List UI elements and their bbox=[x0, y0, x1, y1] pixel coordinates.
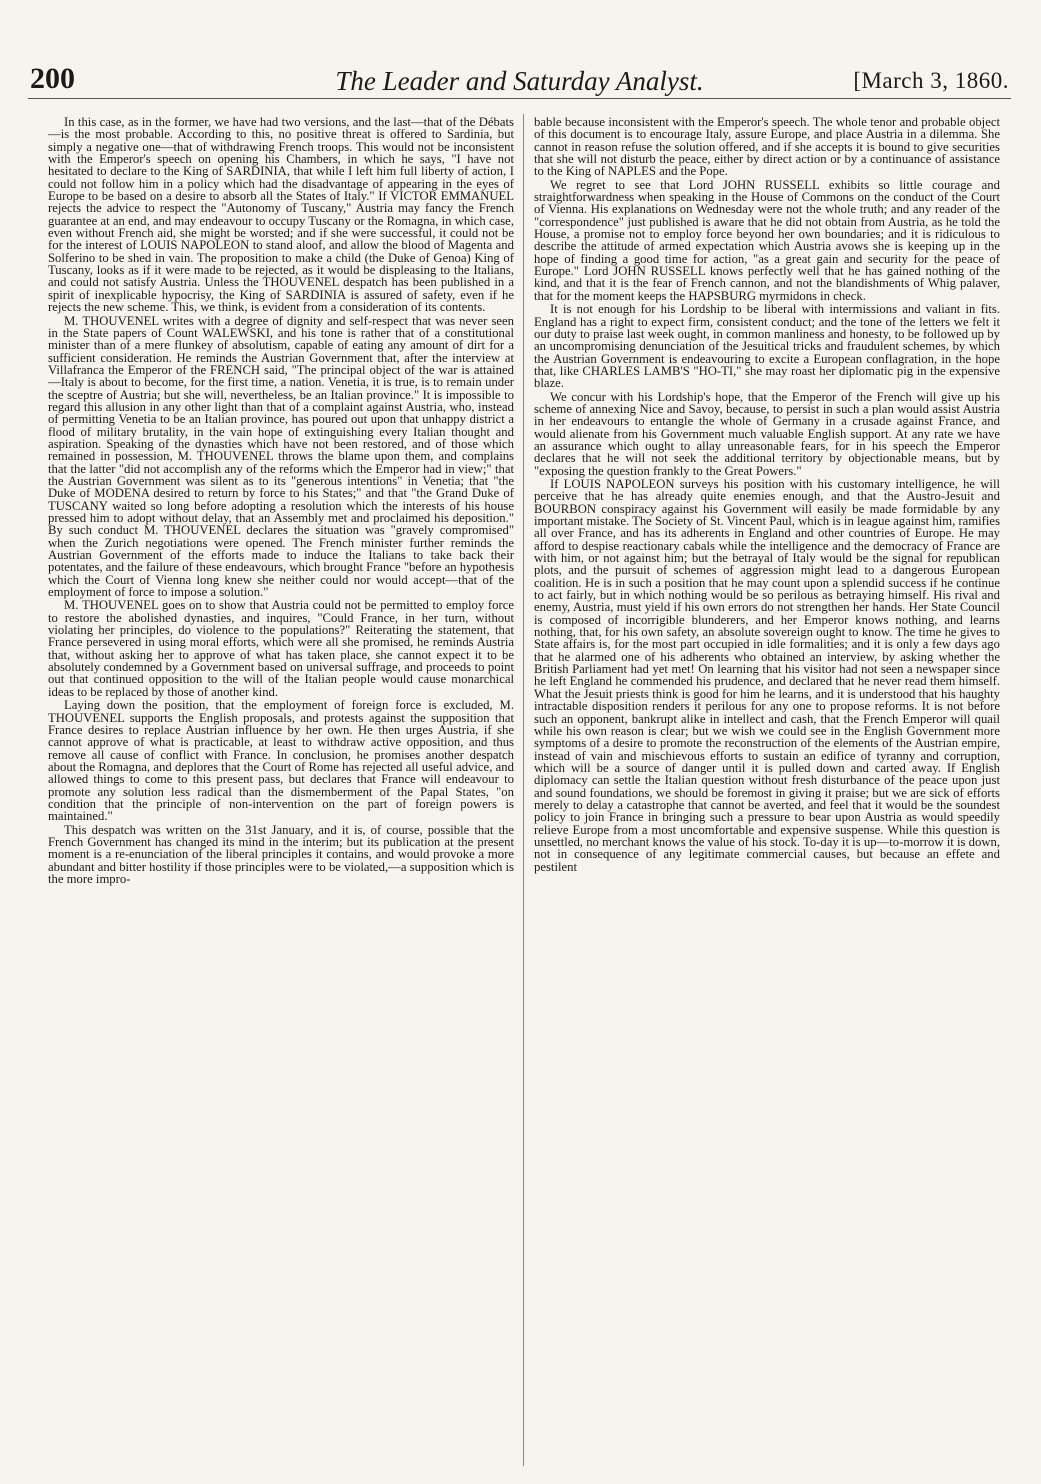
article-paragraph: bable because inconsistent with the Emperor's speech. The whole tenor and probable object of this document is to encourage Italy, assure Europe, and place Austria in a dilemma. She cannot in reason refuse the solution offered, and if she accepts it is bound to give securities that she will not disturb the peace, either by direct action or by a continuance of assistance to the King of NAPLES and the Pope. bbox=[534, 116, 1000, 179]
journal-title: The Leader and Saturday Analyst. bbox=[335, 66, 704, 96]
page-number: 200 bbox=[30, 62, 75, 95]
article-paragraph: Laying down the position, that the employment of foreign force is excluded, M. THOUVENEL supports the English proposals, and protests against the supposition that France desires to replace Austrian influence by her own. He then urges Austria, if she cannot approve of what is practicable, at least to withdraw active opposition, and thus remove all cause of conflict with France. In conclusion, he promises another despatch about the Romagna, and deplores that the Court of Rome has rejected all useful advice, and allowed things to come to this present pass, but declares that France will endeavour to promote any solution less radical than the dismemberment of the Papal States, "on condition that the principle of non-intervention on the part of foreign powers is maintained." bbox=[48, 698, 514, 824]
issue-date: [March 3, 1860. bbox=[853, 68, 1009, 93]
page-header bbox=[28, 58, 1011, 99]
article-paragraph: We regret to see that Lord JOHN RUSSELL exhibits so little courage and straightforwardness when speaking in the House of Commons on the conduct of the Court of Vienna. His explanations on Wednesday were not the whole truth; and any reader of the "correspondence" just published is aware that he did not obtain from Austria, as he told the House, a promise not to employ force beyond her own boundaries; and it is ridiculous to describe the attitude of armed expectation which Austria avows she is keeping up in the hope of finding a good time for action, "as a great gain and security for the peace of Europe." Lord JOHN RUSSELL knows perfectly well that he has gained nothing of the kind, and that it is the fear of French cannon, and not the blandishments of Whig palaver, that for the moment keeps the HAPSBURG myrmidons in check. bbox=[534, 177, 1000, 303]
article-paragraph: If LOUIS NAPOLEON surveys his position with his customary intelligence, he will perceive that he has already quite enemies enough, and that the Austro-Jesuit and BOURBON conspiracy against his Government will easily be made formidable by any important mistake. The Society of St. Vincent Paul, which is in league against him, ramifies all over France, and has its adherents in England and other countries of Europe. He may afford to despise reactionary cabals while the intelligence and the democracy of France are with him, or not against him; but the betrayal of Italy would be the signal for republican plots, and the pursuit of schemes of aggression might lead to a dangerous European coalition. He is in such a position that he may count upon a splendid success if he continue to act fairly, but in which nothing would be so perilous as betraying himself. His rival and enemy, Austria, must yield if his own errors do not strengthen her hands. Her State Council is composed of incorrigible blunderers, and her Emperor knows nothing, and learns nothing, that, for his own safety, an absolute sovereign ought to know. The time he gives to State affairs is, for the most part occupied in idle formalities; and it is only a few days ago that he alarmed one of his adherents who obtained an interview, by asking whether the British Parliament had yet met! On learning that his visitor had not seen a newspaper since he left England he commended his prudence, and declared that he never read them himself. What the Jesuit priests think is good for him he learns, and it is understood that his haughty intractable disposition renders it perilous for any one to propose reforms. It is not before such an opponent, bankrupt alike in intellect and cash, that the French Emperor will quail while his own reason is clear; but we wish we could see in the English Government more symptoms of a desire to promote the reconstruction of the elements of the Austrian empire, instead of vain and mischievous efforts to sustain an edifice of tyranny and corruption, which will be a source of danger until it is pulled down and carted away. If English diplomacy can settle the Italian question without fresh disturbance of the peace upon just and sound foundations, we should be foremost in giving it praise; but we are sick of efforts merely to delay a catastrophe that cannot be averted, and feel that it would be the soundest policy to join France in bringing such a pressure to bear upon Austria as would speedily relieve Europe from a most uncomfortable and expensive suspense. While this question is unsettled, no merchant knows the value of his stock. To-day it is up—to-morrow it is down, not in consequence of any legitimate commercial causes, but because an effete and pestilent bbox=[534, 476, 1000, 874]
article-paragraph: M. THOUVENEL goes on to show that Austria could not be permitted to employ force to restore the abolished dynasties, and inquires, "Could France, in her turn, without violating her principles, do violence to the populations?" Reiterating the statement, that France persevered in using moral efforts, which were all she promised, he reminds Austria that, without asking her to approve of what has taken place, she cannot expect it to be absolutely condemned by a Government based on universal suffrage, and proceeds to point out that continued opposition to the will of the Italian people would cause monarchical ideas to be replaced by those of another kind. bbox=[48, 598, 514, 699]
article-paragraph: In this case, as in the former, we have had two versions, and the last—that of the Débats—is the most probable. According to this, no positive threat is offered to Sardinia, but simply a negative one—that of withdrawing French troops. This would not be inconsistent with the Emperor's speech on opening his Chambers, in which he says, "I have not hesitated to declare to the King of SARDINIA, that while I left him full liberty of action, I could not follow him in a policy which had the disadvantage of appearing in the eyes of Europe to be based on a desire to absorb all the States of Italy." If VICTOR EMMANUEL rejects the advice to respect the "Autonomy of Tuscany," Austria may fancy the French guarantee at an end, and may endeavour to occupy Tuscany or the Romagna, in which case, even without French aid, she might be worsted; and if she were successful, it could not be for the interest of LOUIS NAPOLEON to stand aloof, and allow the blood of Magenta and Solferino to be shed in vain. The proposition to make a child (the Duke of Genoa) King of Tuscany, looks as if it were made to be rejected, as it would be displeasing to the Italians, and could not satisfy Austria. Unless the THOUVENEL despatch has been published in a spirit of inexplicable hypocrisy, the King of SARDINIA is assured of safety, even if he rejects the new scheme. This, we think, is evident from a consideration of its contents. bbox=[48, 116, 514, 315]
article-paragraph: It is not enough for his Lordship to be liberal with intermissions and valiant in fits. England has a right to expect firm, consistent conduct; and the tone of the letters we felt it our duty to praise last week ought, in common manliness and honesty, to be followed up by an uncompromising denunciation of the Jesuitical tricks and fraudulent schemes, by which the Austrian Government is endeavouring to excite a European conflagration, in the hope that, like CHARLES LAMB'S "HO-TI," she may roast her diplomatic pig in the expensive blaze. bbox=[534, 302, 1000, 391]
article-paragraph: M. THOUVENEL writes with a degree of dignity and self-respect that was never seen in the State papers of Count WALEWSKI, and his tone is rather that of a constitutional minister than of a mere flunkey of absolutism, capable of eating any amount of dirt for a sufficient consideration. He reminds the Austrian Government that, after the interview at Villafranca the Emperor of the FRENCH said, "The principal object of the war is attained—Italy is about to become, for the first time, a nation. Venetia, it is true, is to remain under the sceptre of Austria; but she will, nevertheless, be an Italian province." It is impossible to regard this allusion in any other light than that of a complaint against Austria, who, instead of permitting Venetia to be an Italian province, has poured out upon that unhappy district a flood of military brutality, in the vain hope of extinguishing every Italian thought and aspiration. Speaking of the dynasties which have not been restored, and of those which remained in possession, M. THOUVENEL throws the blame upon them, and complains that the latter "did not accomplish any of the reforms which the Emperor had in view;" that the Austrian Government was silent as to its "generous intentions" in Venetia; that "the Duke of MODENA desired to return by force to his States;" and that "the Grand Duke of TUSCANY waited so long before adopting a resolution which the interests of his house pressed him to adopt without delay, that an Assembly met and proclaimed his deposition." By such conduct M. THOUVENEL declares the situation was "gravely compromised" when the Zurich negotiations were opened. The French minister further reminds the Austrian Government of the efforts made to induce the Italians to take back their potentates, and the failure of these endeavours, which brought France "before an hypothesis which the Court of Vienna long knew she neither could nor would accept—that of the employment of force to impose a solution." bbox=[48, 313, 514, 600]
article-paragraph: We concur with his Lordship's hope, that the Emperor of the French will give up his scheme of annexing Nice and Savoy, because, to persist in such a plan would assist Austria in her endeavours to entangle the whole of Germany in a crusade against France, and would alienate from his Government much valuable English support. At any rate we have an assurance which ought to allay unreasonable fears, for in his speech the Emperor declares that he will not seek the additional territory by objectionable means, but by "exposing the question frankly to the Great Powers." bbox=[534, 389, 1000, 478]
article-paragraph: This despatch was written on the 31st January, and it is, of course, possible that the French Government has changed its mind in the interim; but its publication at the present moment is a re-enunciation of the liberal principles it contains, and would provoke a more abundant and bitter hostility if those principles were to be violated,—a supposition which is the more impro- bbox=[48, 822, 514, 886]
left-column bbox=[48, 116, 514, 1466]
right-column bbox=[534, 116, 1000, 1466]
column-divider bbox=[523, 114, 524, 1466]
